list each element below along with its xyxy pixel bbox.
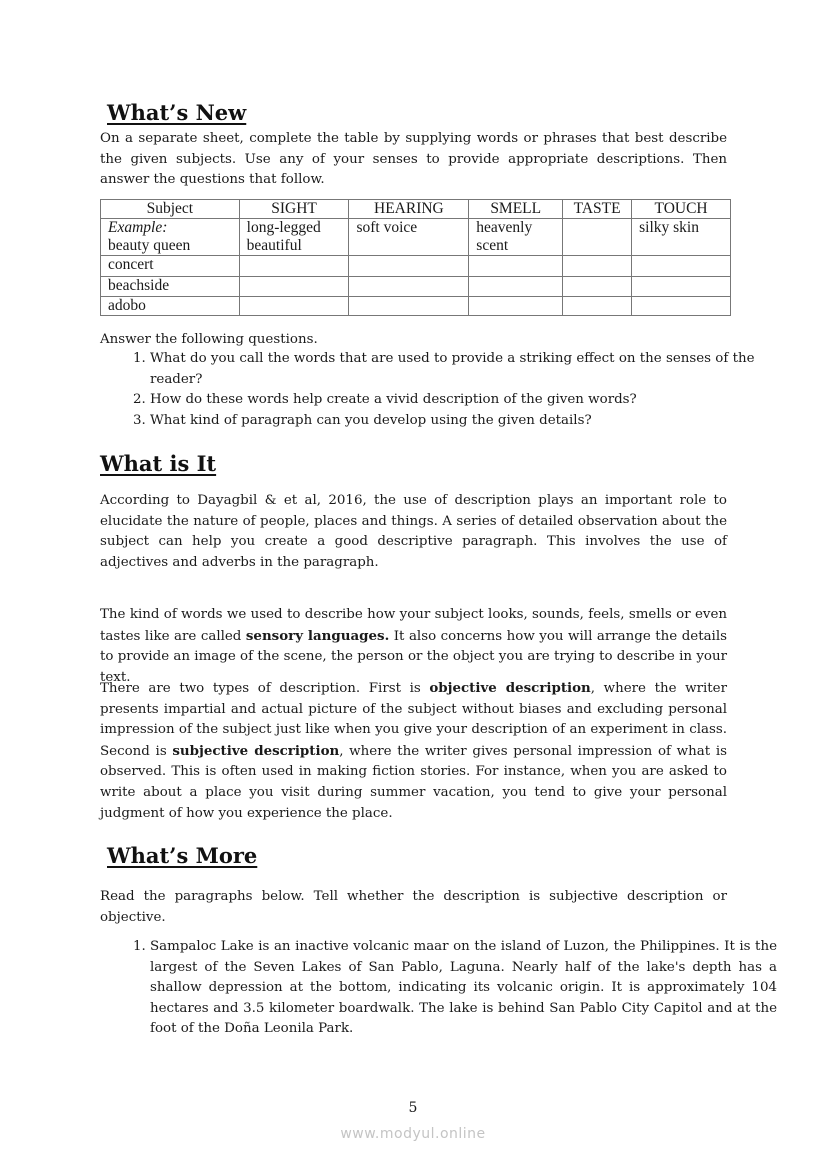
subject-cell: beachside xyxy=(101,277,240,297)
header-taste: TASTE xyxy=(563,200,632,219)
watermark: www.modyul.online xyxy=(340,1126,486,1142)
what-is-it-heading: What is It xyxy=(100,451,217,476)
header-sight: SIGHT xyxy=(239,200,349,219)
example-label: Example: xyxy=(108,219,168,236)
senses-table-wrap xyxy=(100,199,727,316)
example-touch-cell: silky skin xyxy=(632,219,731,256)
header-touch: TOUCH xyxy=(632,200,731,219)
table-row xyxy=(101,277,731,297)
whats-new-heading: What’s New xyxy=(107,100,247,125)
subject-cell: concert xyxy=(101,256,240,277)
question-item: 1. What do you call the words that are used to provide a striking effect on the senses of the reader? xyxy=(150,349,777,390)
example-sight-cell xyxy=(239,219,349,256)
question-item: 3. What kind of paragraph can you develop using the given details? xyxy=(150,411,777,432)
term-sensory-languages: sensory languages. xyxy=(245,627,390,644)
questions-list xyxy=(100,349,777,431)
example-sight-1: long-legged xyxy=(246,219,321,236)
header-hearing: HEARING xyxy=(349,200,469,219)
what-is-it-paragraph-3: There are two types of description. First is objective description, where the writer presents impartial and actual picture of the subject without biases and excluding personal impression of the subject just like when you give your description of an experiment in class. Second is subjective description, where the writer gives personal impression of what is observed. This is often used in making fiction stories. For instance, when you are asked to write about a place you visit during summer vacation, you tend to give your personal judgment of how you experience the place. xyxy=(100,680,727,821)
what-is-it-paragraph-1: According to Dayagbil & et al, 2016, the use of description plays an important role to elucidate the nature of people, places and things. A series of detailed observation about the subject can help you create a good descriptive paragraph. This involves the use of adjectives and adverbs in the paragraph. xyxy=(100,493,727,570)
example-taste-cell xyxy=(563,219,632,256)
table-row xyxy=(101,297,731,316)
subject-cell: adobo xyxy=(101,297,240,316)
senses-table xyxy=(100,199,731,316)
example-smell-2: scent xyxy=(476,237,509,254)
question-item: 2. How do these words help create a vivid description of the given words? xyxy=(150,390,777,411)
table-row xyxy=(101,256,731,277)
page-number: 5 xyxy=(408,1100,418,1116)
paragraph-item: 1. Sampaloc Lake is an inactive volcanic maar on the island of Luzon, the Philippines. It is the largest of the Seven Lakes of San Pablo, Laguna. Nearly half of the lake's depth has a shallow depression at the bottom, indicating its volcanic origin. It is approximately 104 hectares and 3.5 kilometer boardwalk. The lake is behind San Pablo City Capitol and at the foot of the Doña Leonila Park. xyxy=(150,937,777,1040)
table-header-row xyxy=(101,200,731,219)
header-subject: Subject xyxy=(101,200,240,219)
term-objective-description: objective description xyxy=(429,680,591,696)
example-sight-2: beautiful xyxy=(246,237,302,254)
term-subjective-description: subjective description xyxy=(172,742,340,759)
example-subject-cell xyxy=(101,219,240,256)
whats-new-instructions: On a separate sheet, complete the table by supplying words or phrases that best describe the given subjects. Use any of your senses to provide appropriate descriptions. Then answer the questions that follow. xyxy=(100,131,727,188)
example-hearing-cell: soft voice xyxy=(349,219,469,256)
whats-more-heading: What’s More xyxy=(107,843,258,868)
whats-more-instructions: Read the paragraphs below. Tell whether the description is subjective description or objective. xyxy=(100,889,727,925)
paragraphs-list xyxy=(100,937,777,1040)
table-row-example xyxy=(101,219,731,256)
example-smell-1: heavenly xyxy=(476,219,533,236)
what-is-it-paragraph-2: The kind of words we used to describe how your subject looks, sounds, feels, smells or even tastes like are called sensory languages. It also concerns how you will arrange the details to provide an image of the scene, the person or the object you are trying to describe in your text. xyxy=(100,607,727,685)
header-smell: SMELL xyxy=(469,200,563,219)
questions-intro: Answer the following questions. xyxy=(100,332,318,347)
example-subject: beauty queen xyxy=(108,237,191,254)
example-smell-cell xyxy=(469,219,563,256)
